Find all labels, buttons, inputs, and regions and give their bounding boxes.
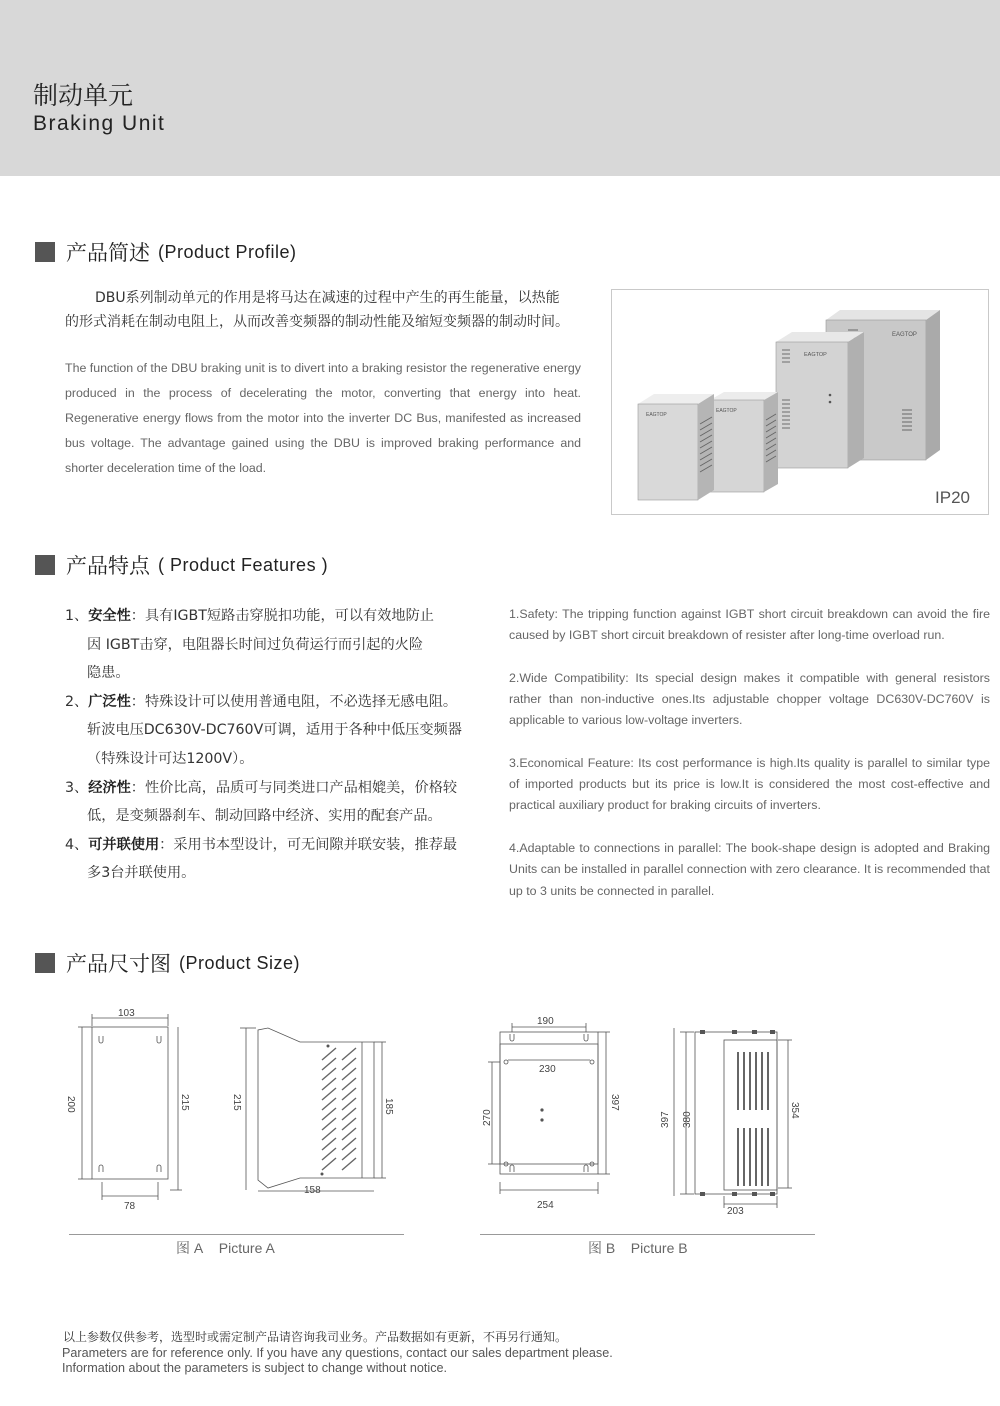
profile-cn-line: 的形式消耗在制动电阻上，从而改善变频器的制动性能及缩短变频器的制动时间。 xyxy=(65,314,569,330)
header-band xyxy=(0,0,1000,176)
ip-rating: IP20 xyxy=(935,488,970,507)
caption-divider xyxy=(69,1234,404,1235)
dim-label: 230 xyxy=(539,1064,556,1075)
caption-divider xyxy=(480,1234,815,1235)
section-title-en: ( Product Features ) xyxy=(158,554,329,575)
list-item: 1、安全性：具有IGBT短路击穿脱扣功能，可以有效地防止 xyxy=(65,608,434,624)
list-item: 4、可并联使用：采用书本型设计，可无间隙并联安装，推荐最 xyxy=(65,836,458,853)
section-heading-profile xyxy=(35,237,297,267)
product-photo-illustration xyxy=(612,290,988,514)
dim-label: 354 xyxy=(789,1102,800,1119)
dim-label: 200 xyxy=(65,1096,76,1113)
list-item-continuation: 多3台并联使用。 xyxy=(87,865,196,882)
footer-note-cn: 以上参数仅供参考，选型时或需定制产品请咨询我司业务。产品数据如有更新，不再另行通知。 xyxy=(63,1330,568,1344)
list-item-continuation: （特殊设计可达1200V）。 xyxy=(87,750,254,767)
list-item-continuation: 斩波电压DC630V-DC760V可调，适用于各种中低压变频器 xyxy=(87,722,462,739)
feature-paragraph-en: 1.Safety: The tripping function against IGBT short circuit breakdown can avoid the fire caused by IGBT short circuit breakdown of resister after long-time overload run. xyxy=(509,607,990,643)
page-title-cn: 制动单元 xyxy=(33,81,134,110)
dim-label: 215 xyxy=(179,1094,190,1111)
dim-label: 397 xyxy=(660,1111,671,1128)
list-item-continuation: 因 IGBT击穿，电阻器长时间过负荷运行而引起的火险 xyxy=(87,636,424,653)
profile-cn-line: DBU系列制动单元的作用是将马达在减速的过程中产生的再生能量，以热能 xyxy=(95,290,560,306)
section-title-cn: 产品简述 xyxy=(66,241,150,265)
list-item: 3、经济性：性价比高，品质可与同类进口产品相媲美，价格较 xyxy=(65,779,458,796)
brand-label: EAGTOP xyxy=(804,352,827,358)
section-title-cn: 产品尺寸图 xyxy=(66,952,171,976)
list-item-continuation: 隐患。 xyxy=(87,665,130,682)
section-title-en: (Product Size) xyxy=(179,952,301,973)
dim-label: 397 xyxy=(609,1094,620,1111)
footer-note-en: Parameters are for reference only. If you have any questions, contact our sales department please. xyxy=(62,1346,613,1360)
feature-paragraph-en: 4.Adaptable to connections in parallel: The book-shape design is adopted and Braking Units can be installed in parallel connection with zero clearance. It is recommended that up to 3 units be connected in parallel. xyxy=(509,841,990,898)
footer-note-en: Information about the parameters is subject to change without notice. xyxy=(62,1361,448,1375)
caption-picture-b: 图 B Picture B xyxy=(588,1240,688,1256)
dim-label: 185 xyxy=(383,1098,394,1115)
features-list-en xyxy=(509,604,990,923)
dim-label: 158 xyxy=(304,1185,321,1196)
dim-label: 254 xyxy=(537,1200,554,1211)
dim-label: 270 xyxy=(482,1109,493,1126)
dim-label: 380 xyxy=(682,1111,693,1128)
dimension-drawings xyxy=(0,1000,1000,1230)
dim-label: 203 xyxy=(727,1206,744,1217)
list-item: 2、广泛性：特殊设计可以使用普通电阻，不必选择无感电阻。 xyxy=(65,693,458,710)
dim-label: 103 xyxy=(118,1008,135,1019)
section-heading-features xyxy=(35,550,328,580)
profile-text-cn xyxy=(65,286,585,334)
feature-paragraph-en: 2.Wide Compatibility: Its special design makes it compatible with general resistors rather than non-inductive ones.Its adjustable chopper voltage DC630V-DC760V is applicable to various low-voltage inverters. xyxy=(509,670,990,728)
dim-label: 190 xyxy=(537,1016,554,1027)
dim-label: 215 xyxy=(231,1094,242,1111)
brand-label: EAGTOP xyxy=(716,408,737,414)
page-title-en: Braking Unit xyxy=(33,112,166,135)
section-heading-size xyxy=(35,948,300,978)
section-title-cn: 产品特点 xyxy=(66,554,150,578)
features-list-cn xyxy=(65,602,485,888)
brand-label: EAGTOP xyxy=(892,332,917,338)
section-square-icon xyxy=(35,242,55,262)
section-square-icon xyxy=(35,555,55,575)
section-title-en: (Product Profile) xyxy=(158,241,297,262)
feature-paragraph-en: 3.Economical Feature: Its cost performance is high.Its quality is parallel to similar type of imported products but its price is low.It is considered the most cost-effective and practical auxiliary product for braking circuits of inverters. xyxy=(509,756,990,813)
section-square-icon xyxy=(35,953,55,973)
product-photo xyxy=(611,289,989,515)
caption-picture-a: 图 A Picture A xyxy=(176,1240,275,1256)
list-item-continuation: 低，是变频器刹车、制动回路中经济、实用的配套产品。 xyxy=(87,808,442,825)
profile-text-en: The function of the DBU braking unit is to divert into a braking resistor the regenerative energy produced in the process of decelerating the motor, converting that energy into heat. Regenerative energy flows from the motor into the inverter DC Bus, manifested as increased bus voltage. The advantage gained using the DBU is improved braking performance and shorter deceleration time of the load. xyxy=(65,361,581,475)
brand-label: EAGTOP xyxy=(646,412,667,418)
dim-label: 78 xyxy=(124,1201,136,1212)
